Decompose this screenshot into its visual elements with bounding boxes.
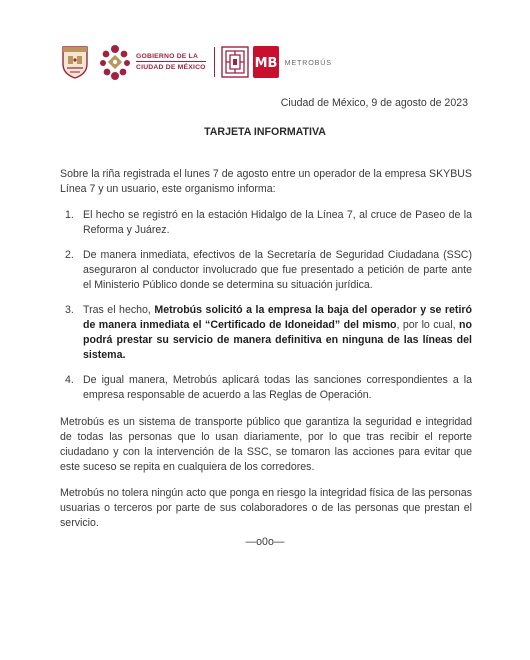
list-text: De manera inmediata, efectivos de la Secretaría de Seguridad Ciudadana (SSC) aseguraron al conductor involucrado que fue presentado a petición de parte ante el Ministerio Público donde se determina su situación jurídica. [83,249,472,291]
list-item [60,303,472,363]
list-text-part: , por lo cual, [396,319,460,331]
intro-paragraph: Sobre la riña registrada el lunes 7 de agosto entre un operador de la empresa SKYBUS Línea 7 y un usuario, este organismo informa: [60,168,472,195]
list-text-bold: Metrobús solicitó a la empresa la baja del operador y se retiró de manera inmediata el “Certificado de Idoneidad” del mismo [83,304,472,331]
list-item [60,373,472,403]
cdmx-flower-icon [98,43,132,81]
list-item [60,248,472,293]
mexico-pattern-icon [221,46,249,78]
numbered-list [60,208,472,403]
list-text-bold: no podrá prestar su servicio de manera definitiva en ninguna de las líneas del sistema. [83,319,472,361]
mb-letters: MB [254,56,278,71]
coat-of-arms-icon [60,44,90,80]
list-number: 3. [65,304,74,316]
document-title: TARJETA INFORMATIVA [204,126,326,138]
gob-line1: GOBIERNO DE LA [136,53,199,60]
list-text: De igual manera, Metrobús aplicará todas las sanciones correspondientes a la empresa responsable de acuerdo a las Reglas de Operación. [83,374,472,401]
list-text-part: Tras el hecho, [83,304,155,316]
closing-mark: —o0o— [245,536,285,548]
list-number: 2. [65,249,74,261]
gob-line2: CIUDAD DE MÉXICO [136,61,206,72]
list-number: 1. [65,209,74,221]
body-paragraph: Metrobús es un sistema de transporte público que garantiza la seguridad e integridad de todas las personas que lo usan diariamente, por lo que tras recibir el reporte ciudadano y con la intervención de la SSC, se tomaron las acciones para evitar que este suceso se repita en cualquiera de los corredores. [60,416,472,473]
list-text [83,303,472,363]
header-divider [214,47,215,77]
body-paragraph: Metrobús no tolera ningún acto que ponga en riesgo la integridad física de las personas usuarias o terceros por parte de sus colaboradores o de las personas que prestan el servicio. [60,487,472,529]
metrobus-mb-icon [253,46,279,78]
letterhead [60,40,332,84]
document-body [60,167,472,542]
gob-cdmx-wordmark [136,52,206,72]
metrobus-wordmark: METROBÚS [284,57,332,67]
list-item [60,208,472,238]
document-date: Ciudad de México, 9 de agosto de 2023 [280,97,468,109]
list-number: 4. [65,374,74,386]
list-text: El hecho se registró en la estación Hidalgo de la Línea 7, al cruce de Paseo de la Reforma y Juárez. [83,209,472,236]
